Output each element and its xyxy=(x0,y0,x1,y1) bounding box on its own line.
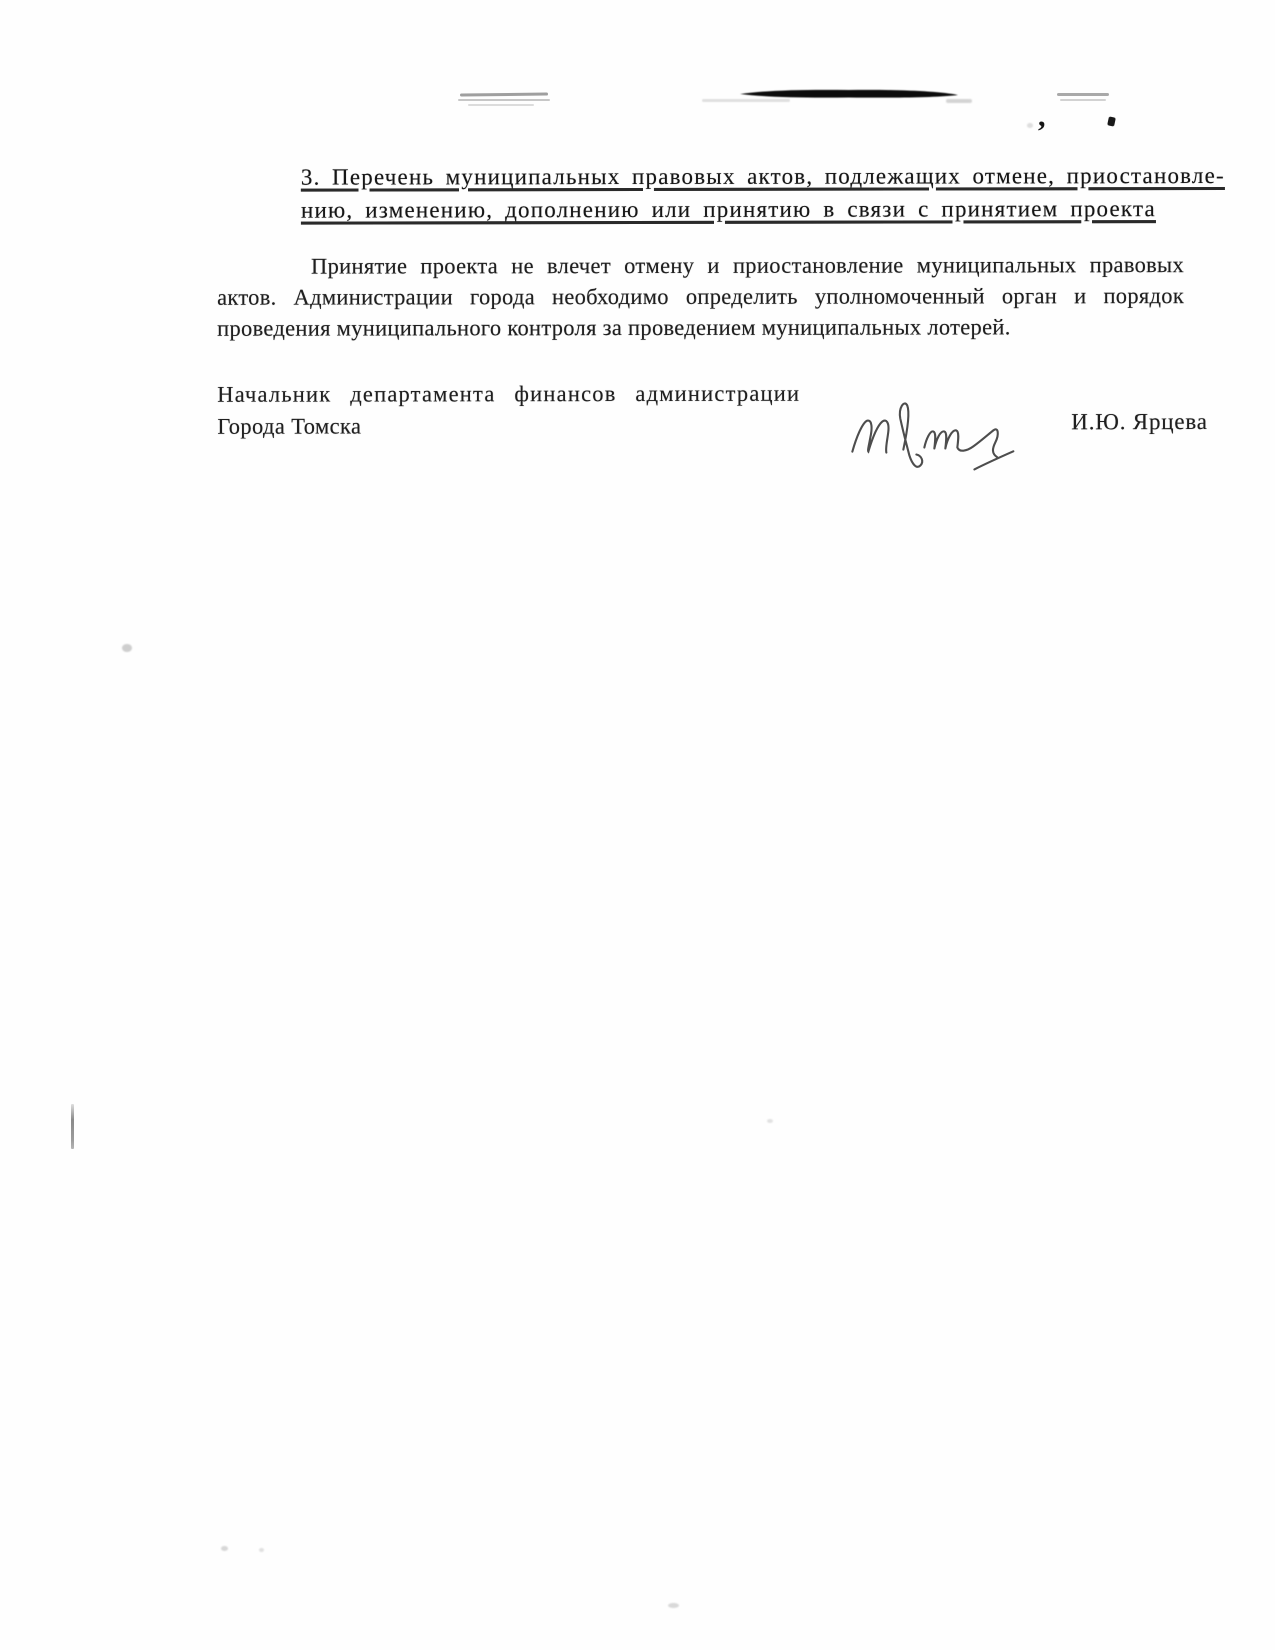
heading-line: нию, изменению, дополнению или принятию в связи с принятием проекта xyxy=(300,196,1156,223)
body-paragraph xyxy=(217,249,1184,344)
signoff-title-line: Начальник департамента финансов администрации xyxy=(217,380,801,407)
section-heading xyxy=(301,159,1225,227)
signature-scribble xyxy=(839,391,1024,476)
scan-artifact-comma: , xyxy=(1038,100,1046,133)
paragraph-line: проведения муниципального контроля за проведением муниципальных лотерей. xyxy=(217,314,1011,341)
paragraph-line: актов. Администрации города необходимо определить уполномоченный орган и порядок xyxy=(217,283,1185,310)
signer-name: И.Ю. Ярцева xyxy=(1071,409,1208,435)
signoff-title xyxy=(217,378,800,443)
heading-line: 3. Перечень муниципальных правовых актов, подлежащих отмене, приостановле- xyxy=(300,162,1225,190)
signoff-title-line: Города Томска xyxy=(217,413,362,439)
paragraph-line: Принятие проекта не влечет отмену и приостановление муниципальных правовых xyxy=(311,252,1185,279)
